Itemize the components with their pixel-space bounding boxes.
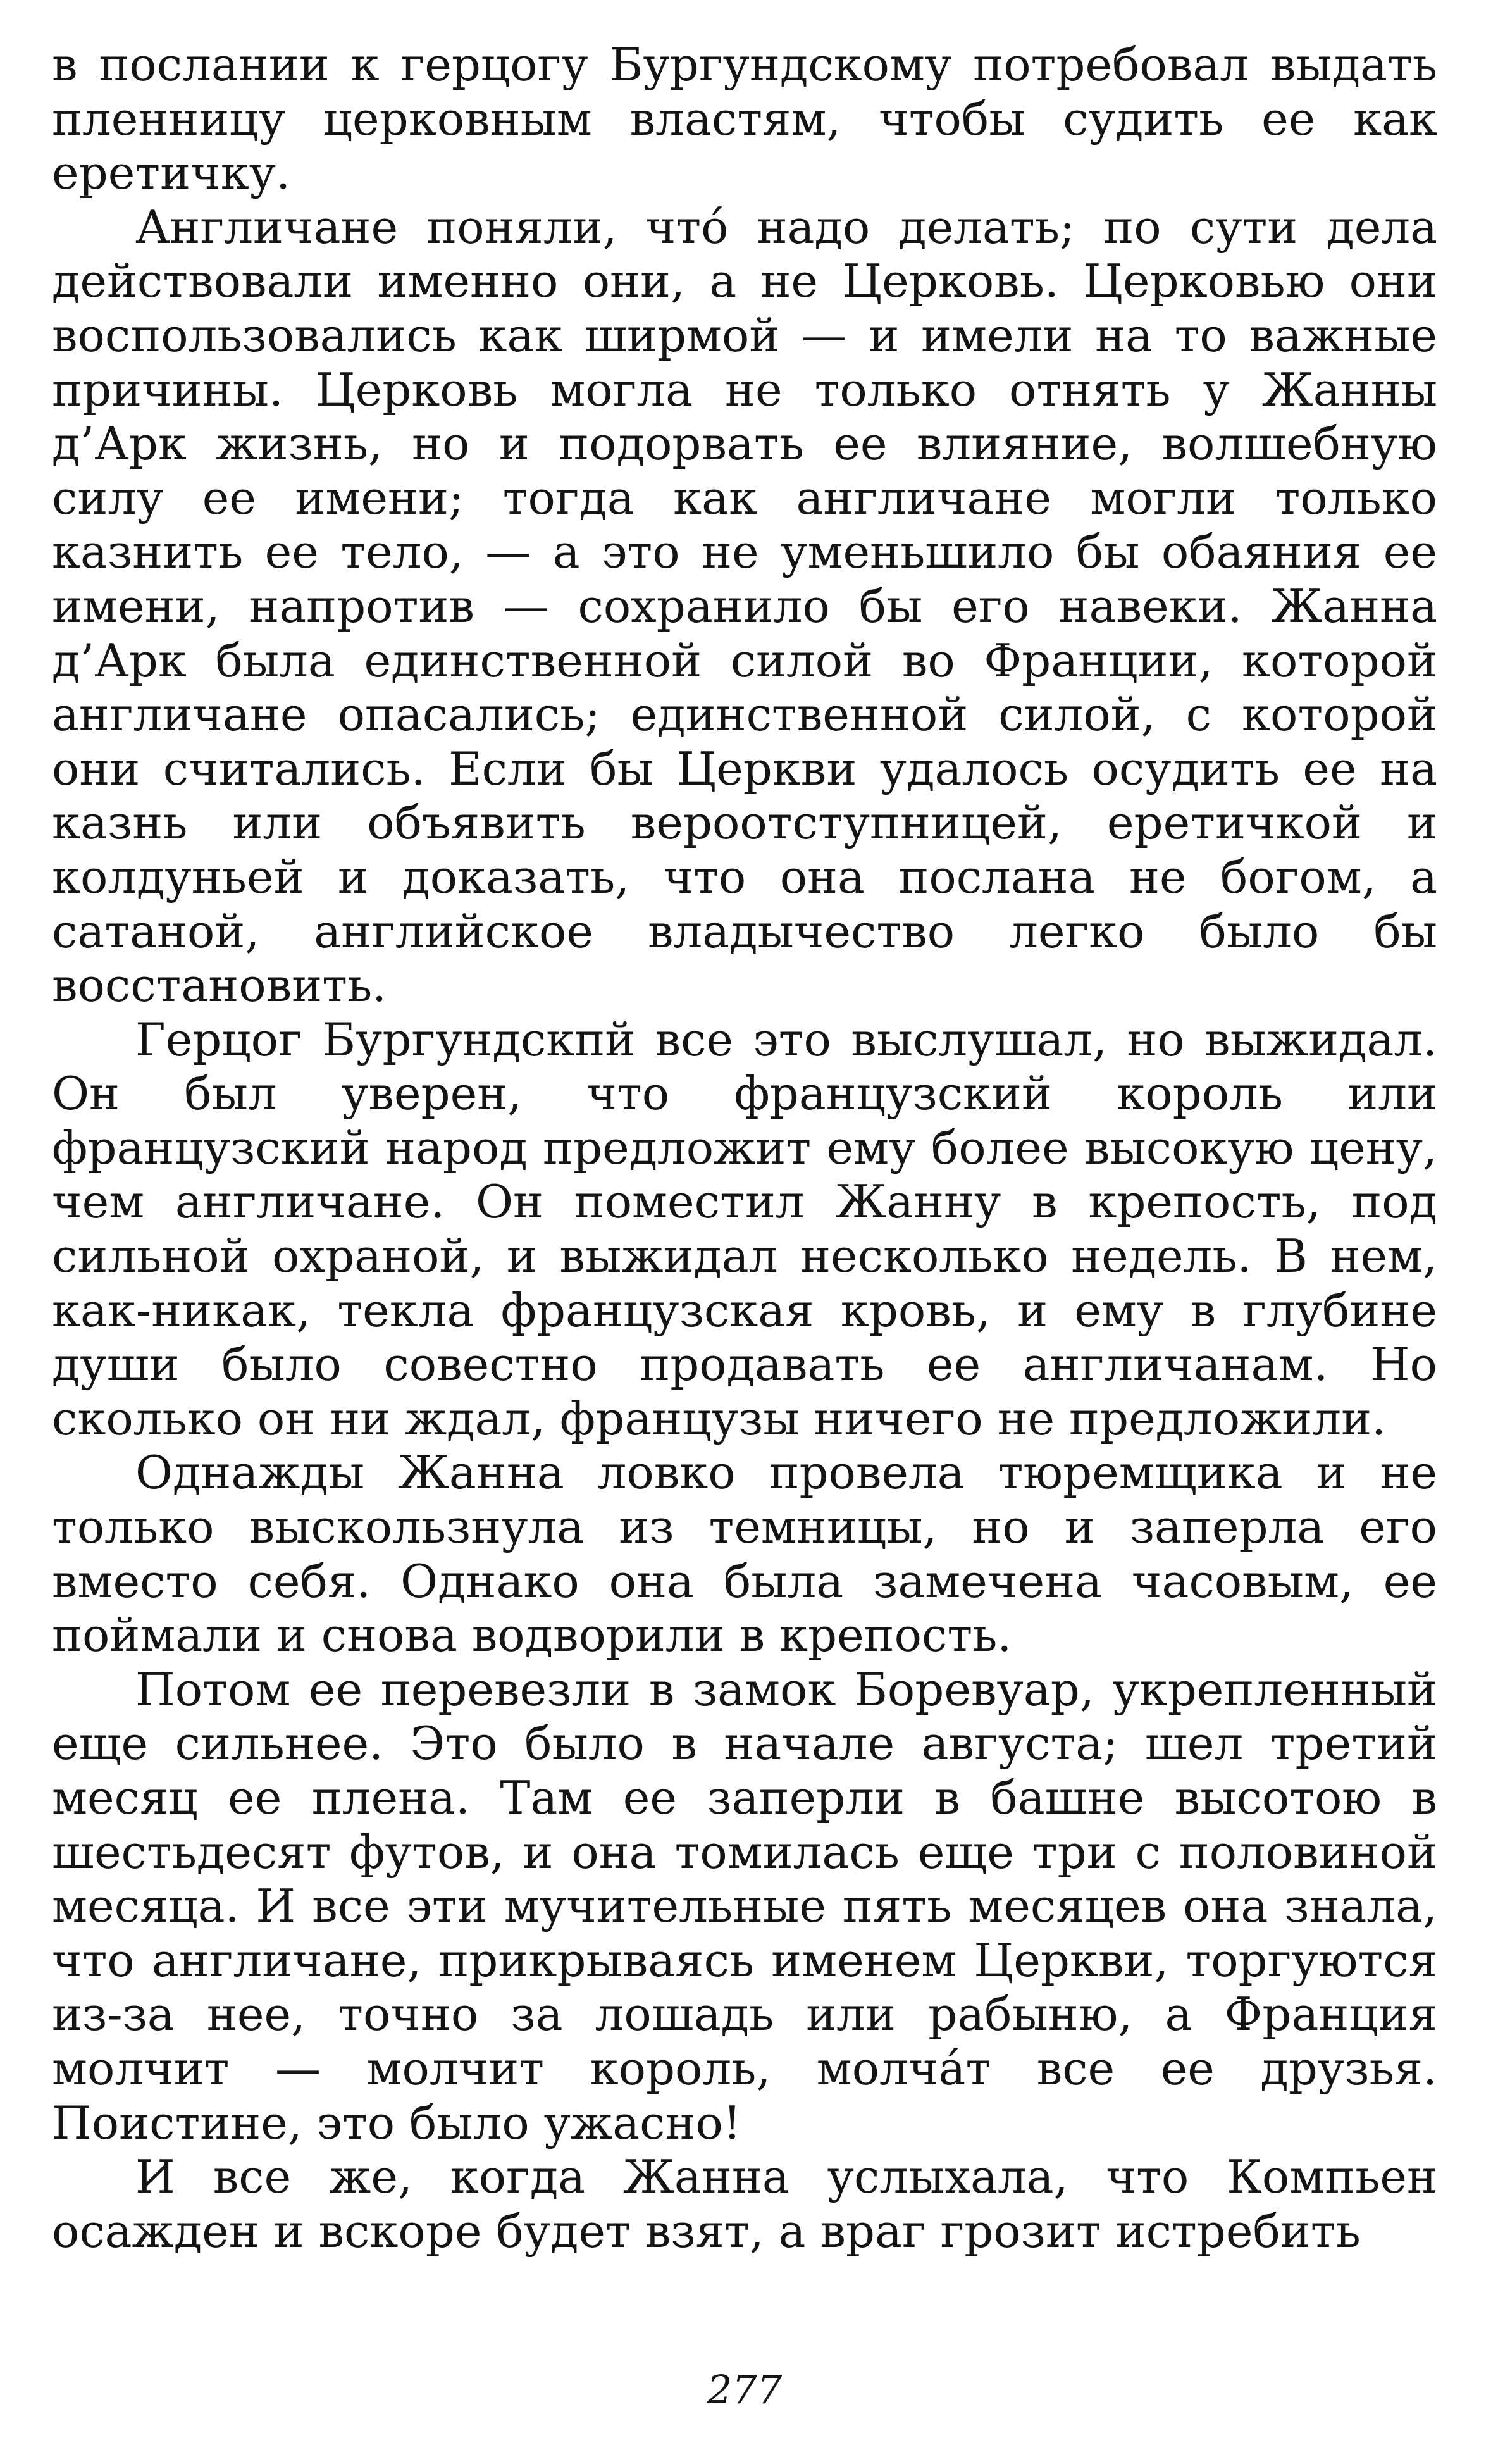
paragraph: Англичане поняли, что́ надо делать; по сути дела действовали именно они, а не Церковь. Церковью они воспользовались как ширмой — и имели на то важные причины. Церковь могла не только отнять у Жанны д’Арк жизнь, но и подорвать ее влияние, волшебную силу ее имени; тогда как англичане могли только казнить ее тело, — а это не уменьшило бы обаяния ее имени, напротив — сохранило бы его навеки. Жанна д’Арк была единственной силой во Франции, которой англичане опасались; единственной силой, с которой они считались. Если бы Церкви удалось осудить ее на казнь или объявить вероотступницей, еретичкой и колдуньей и доказать, что она послана не богом, а сатаной, английское владычество легко было бы восстановить. xyxy=(52,200,1437,1012)
paragraph: И все же, когда Жанна услыхала, что Компьен осажден и вскоре будет взят, а враг грозит истребить xyxy=(52,2150,1437,2258)
book-page xyxy=(52,38,1437,2436)
paragraph: Однажды Жанна ловко провела тюремщика и не только выскользнула из темницы, но и заперла его вместо себя. Однако она была замечена часовым, ее поймали и снова водворили в крепость. xyxy=(52,1446,1437,1662)
paragraph: Герцог Бургундскпй все это выслушал, но выжидал. Он был уверен, что французский король или французский народ предложит ему более высокую цену, чем англичане. Он поместил Жанну в крепость, под сильной охраной, и выжидал несколько недель. В нем, как-никак, текла французская кровь, и ему в глубине души было совестно продавать ее англичанам. Но сколько он ни ждал, французы ничего не предложили. xyxy=(52,1012,1437,1445)
paragraph-continued: в послании к герцогу Бургундскому потребовал выдать пленницу церковным властям, чтобы судить ее как еретичку. xyxy=(52,38,1437,200)
paragraph: Потом ее перевезли в замок Боревуар, укрепленный еще сильнее. Это было в начале августа; шел третий месяц ее плена. Там ее заперли в башне высотою в шестьдесят футов, и она томилась еще три с половиной месяца. И все эти мучительные пять месяцев она знала, что англичане, прикрываясь именем Церкви, торгуются из-за нее, точно за лошадь или рабыню, а Франция молчит — молчит король, молча́т все ее друзья. Поистине, это было ужасно! xyxy=(52,1662,1437,2150)
body-text xyxy=(52,38,1437,2258)
page-number: 277 xyxy=(707,2367,783,2413)
